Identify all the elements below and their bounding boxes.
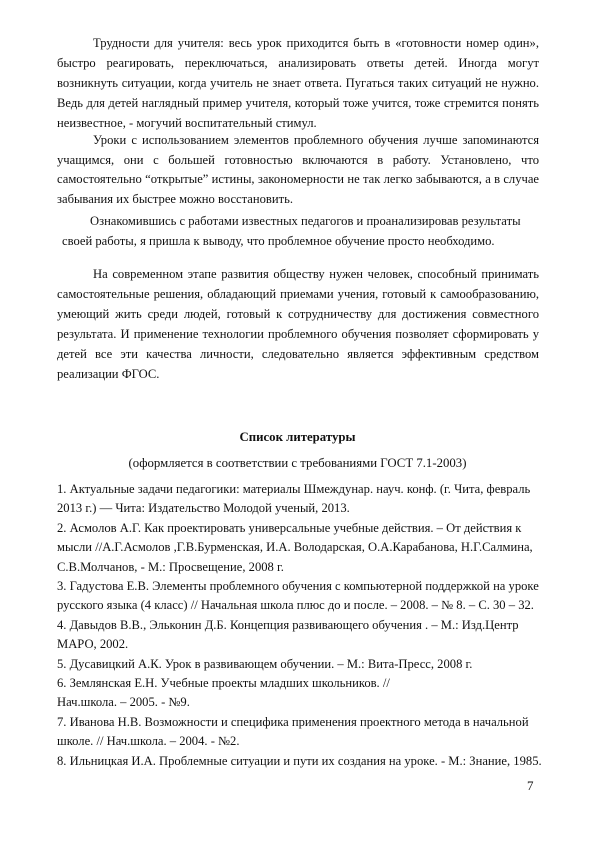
reference-item: 6. Землянская Е.Н. Учебные проекты младших школьников. // xyxy=(57,676,390,691)
paragraph-problem-lessons: Уроки с использованием элементов проблемного обучения лучше запоминаются учащимся, они с большей готовностью включаются в работу. Установлено, что самостоятельно “открытые” истины, закономерности не так легко забываются, а в случае забывания их быстрее можно восстановить. xyxy=(57,133,539,206)
reference-item: 3. Гадустова Е.В. Элементы проблемного обучения с компьютерной поддержкой на уроке русского языка (4 класс) // Начальная школа плюс до и после. – 2008. – № 8. – С. 30 – 32. xyxy=(57,579,539,613)
references-list xyxy=(57,480,543,771)
paragraph-teacher-difficulties: Трудности для учителя: весь урок приходится быть в «готовности номер один», быстро реагировать, переключаться, анализировать ответы детей. Иногда могут возникнуть ситуации, когда учитель не знает ответа. Пугаться таких ситуаций не нужно. Ведь для детей наглядный пример учителя, который тоже учится, тоже стремится понять неизвестное, - могучий воспитательный стимул. xyxy=(57,36,539,130)
reference-item: 4. Давыдов В.В., Эльконин Д.Б. Концепция развивающего обучения . – М.: Изд.Центр МАРО, 2002. xyxy=(57,617,519,652)
reference-item: Нач.школа. – 2005. - №9. xyxy=(57,695,190,710)
paragraph-conclusion: Ознакомившись с работами известных педагогов и проанализировав результаты своей работы, я пришла к выводу, что проблемное обучение просто необходимо. xyxy=(62,214,521,248)
reference-item: 7. Иванова Н.В. Возможности и специфика применения проектного метода в начальной школе. // Нач.школа. – 2004. - №2. xyxy=(57,714,529,749)
reference-item: 2. Асмолов А.Г. Как проектировать универсальные учебные действия. – От действия к мысли //А.Г.Асмолов ,Г.В.Бурменская, И.А. Володарская, О.А.Карабанова, Н.Г.Салмина, С.В.Молчанов, - М.: Просвещение, 2008 г. xyxy=(57,520,533,574)
paragraph-modern-stage: На современном этапе развития обществу нужен человек, способный принимать самостоятельные решения, обладающий приемами учения, готовый к самообразованию, умеющий жить среди людей, готовый к сотрудничеству для достижения совместного результата. И применение технологии проблемного обучения позволяет сформировать у детей все эти качества личности, следовательно является эффективным средством реализации ФГОС. xyxy=(57,267,539,381)
references-subtitle: (оформляется в соответствии с требованиями ГОСТ 7.1-2003) xyxy=(128,456,467,470)
references-title: Список литературы xyxy=(239,430,356,444)
reference-item: 5. Дусавицкий А.К. Урок в развивающем обучении. – М.: Вита-Пресс, 2008 г. xyxy=(57,656,473,671)
page-number: 7 xyxy=(527,778,534,793)
reference-item: 1. Актуальные задачи педагогики: материалы Шмеждунар. науч. конф. (г. Чита, февраль 2013 г.) — Чита: Издательство Молодой ученый, 2013. xyxy=(57,482,531,516)
reference-item: 8. Ильницкая И.А. Проблемные ситуации и пути их создания на уроке. - М.: Знание, 1985. xyxy=(57,753,542,768)
